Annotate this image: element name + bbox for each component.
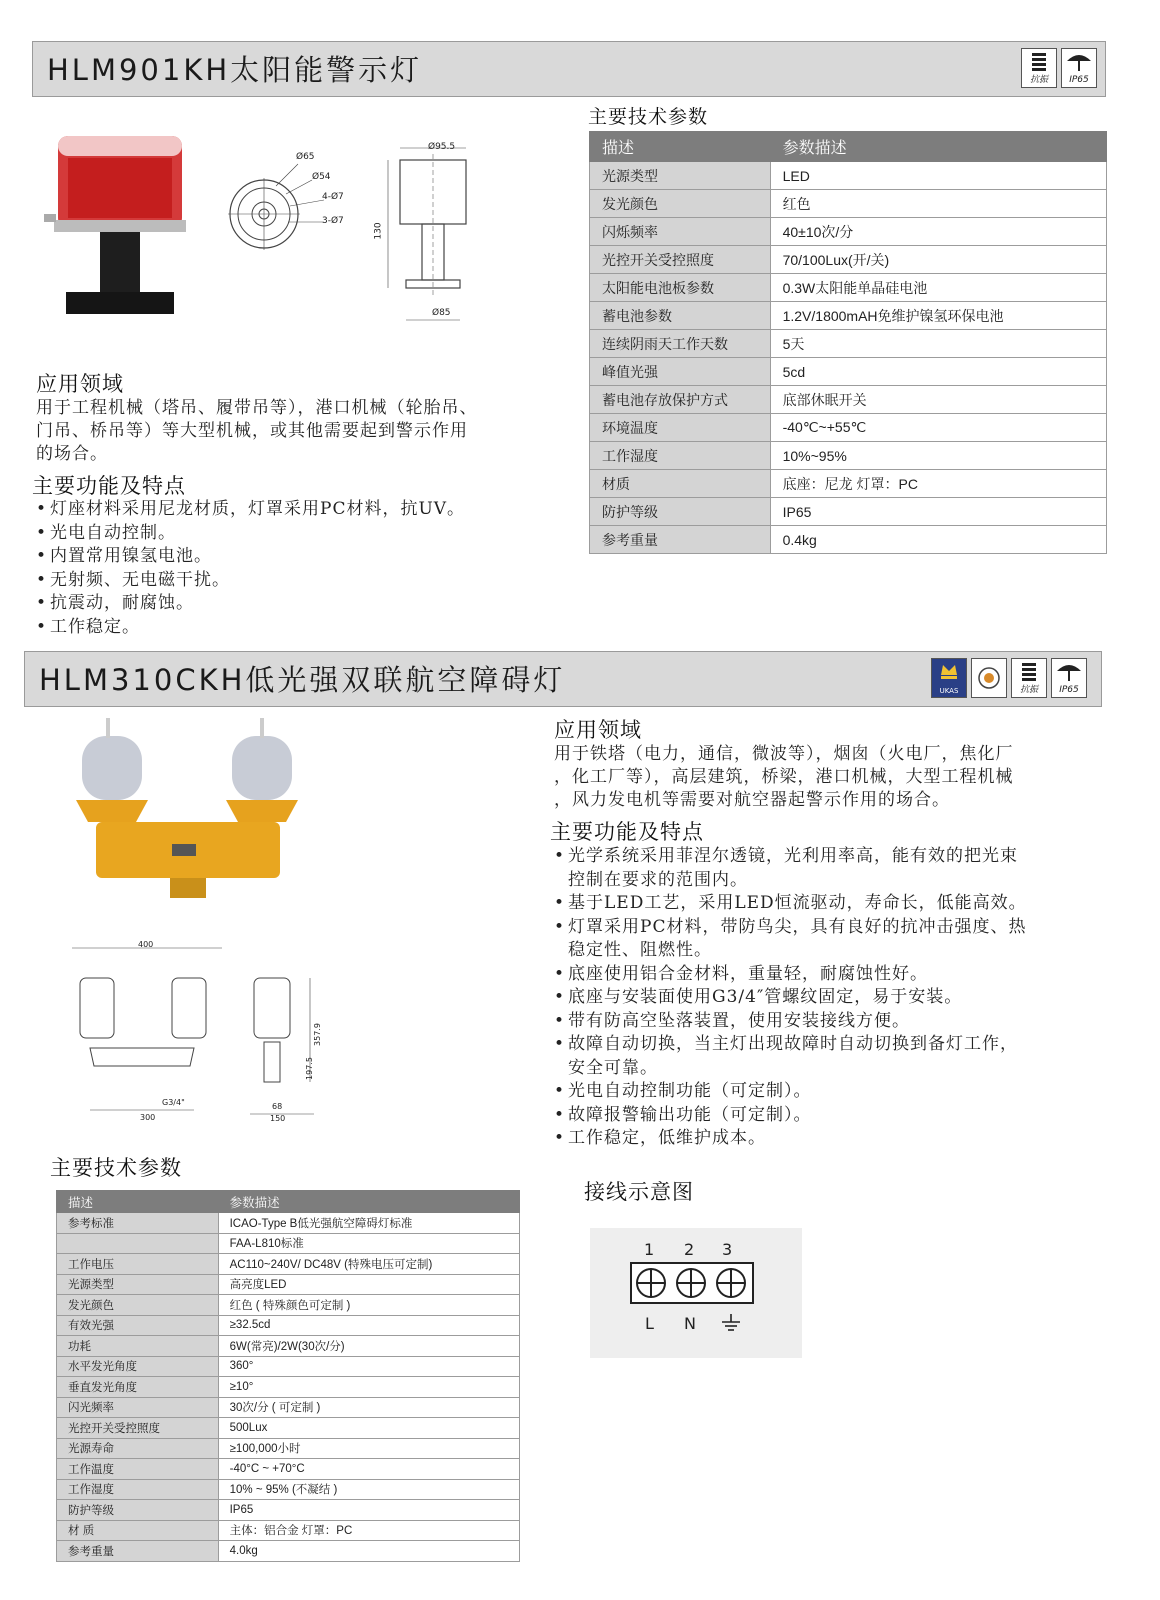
spec-key: 参考重量 xyxy=(590,526,771,554)
product2-feature-heading: 主要功能及特点 xyxy=(550,820,704,844)
spec-value: 30次/分 ( 可定制 ) xyxy=(218,1397,519,1418)
list-item: • 灯座材料采用尼龙材质，灯罩采用PC材料，抗UV。 xyxy=(34,498,465,522)
drawing-label-300: 300 xyxy=(140,1113,156,1122)
product1-spec-heading: 主要技术参数 xyxy=(588,106,709,128)
terminal-number: 3 xyxy=(722,1240,733,1259)
spec-key: 光控开关受控照度 xyxy=(590,246,771,274)
drawing-label-68: 68 xyxy=(272,1102,283,1111)
spec-value: 70/100Lux(开/关) xyxy=(770,246,1106,274)
table-header-row xyxy=(590,132,1107,162)
drawing-label-4d7: 4-Ø7 xyxy=(322,192,344,202)
table-row xyxy=(57,1356,520,1377)
wiring-diagram xyxy=(590,1228,802,1358)
spec-value: 10% ~ 95% (不凝结 ) xyxy=(218,1479,519,1500)
table-row xyxy=(57,1479,520,1500)
spec-key: 蓄电池参数 xyxy=(590,302,771,330)
list-item: • 底座使用铝合金材料，重量轻，耐腐蚀性好。 xyxy=(552,963,1027,987)
product2-feature-list xyxy=(552,845,1027,1151)
table-row xyxy=(590,470,1107,498)
terminal-number: 2 xyxy=(684,1240,695,1259)
drawing-label-150: 150 xyxy=(270,1114,286,1123)
drawing-label-d54: Ø54 xyxy=(312,172,331,182)
ground-icon xyxy=(720,1312,742,1334)
list-item: • 无射频、无电磁干扰。 xyxy=(34,569,465,593)
spec-value: 高亮度LED xyxy=(218,1274,519,1295)
terminal-label: N xyxy=(684,1314,696,1333)
product2-app-text xyxy=(554,743,1014,812)
table-header-row xyxy=(57,1191,520,1213)
table-row xyxy=(57,1233,520,1254)
drawing-label-thread: G3/4" xyxy=(162,1098,185,1107)
spec-key: 发光颜色 xyxy=(57,1295,219,1316)
spec-key: 工作电压 xyxy=(57,1254,219,1275)
text-line: ，化工厂等），高层建筑，桥梁，港口机械，大型工程机械 xyxy=(554,767,1014,787)
spec-key: 工作温度 xyxy=(57,1459,219,1480)
product1-app-heading: 应用领域 xyxy=(36,372,124,396)
product1-title-bar xyxy=(32,41,1106,97)
spec-value: 红色 xyxy=(770,190,1106,218)
spec-value: FAA-L810标准 xyxy=(218,1233,519,1254)
table-row xyxy=(590,274,1107,302)
spec-value: 6W(常亮)/2W(30次/分) xyxy=(218,1336,519,1357)
terminal-block-icon xyxy=(630,1262,754,1304)
spec-value: 1.2V/1800mAH免维护镍氢环保电池 xyxy=(770,302,1106,330)
drawing-label-3d7: 3-Ø7 xyxy=(322,216,344,226)
spec-key: 防护等级 xyxy=(590,498,771,526)
spec-key: 闪烁频率 xyxy=(590,218,771,246)
spec-value: ≥10° xyxy=(218,1377,519,1398)
umbrella-icon xyxy=(1061,48,1097,88)
spec-key: 闪光频率 xyxy=(57,1397,219,1418)
table-row xyxy=(57,1295,520,1316)
list-item: • 故障报警输出功能（可定制）。 xyxy=(552,1104,1027,1128)
product2-spec-table xyxy=(56,1190,520,1562)
table-row xyxy=(590,330,1107,358)
list-item: • 光电自动控制功能（可定制）。 xyxy=(552,1080,1027,1104)
spec-value: -40°C ~ +70°C xyxy=(218,1459,519,1480)
spec-value: 360° xyxy=(218,1356,519,1377)
list-item: • 光电自动控制。 xyxy=(34,522,465,546)
spec-value: 底部休眠开关 xyxy=(770,386,1106,414)
product1-title: HLM901KH太阳能警示灯 xyxy=(47,53,423,87)
product2-title: HLM310CKH低光强双联航空障碍灯 xyxy=(39,663,566,697)
badge-label: 抗振 xyxy=(1019,685,1038,695)
spec-key: 发光颜色 xyxy=(590,190,771,218)
spec-key: 环境温度 xyxy=(590,414,771,442)
text-line: 用于铁塔（电力，通信，微波等），烟囱（火电厂，焦化厂 xyxy=(554,744,1014,764)
spec-value: 0.3W太阳能单晶硅电池 xyxy=(770,274,1106,302)
spec-key: 参考标准 xyxy=(57,1213,219,1234)
list-item: • 工作稳定，低维护成本。 xyxy=(552,1127,1027,1151)
table-header-cell: 描述 xyxy=(590,132,771,162)
table-row xyxy=(590,386,1107,414)
table-header-cell: 参数描述 xyxy=(770,132,1106,162)
spec-value: ≥32.5cd xyxy=(218,1315,519,1336)
spec-key: 功耗 xyxy=(57,1336,219,1357)
text-line: ，风力发电机等需要对航空器起警示作用的场合。 xyxy=(554,790,950,810)
text-line: 用于工程机械（塔吊、履带吊等），港口机械（轮胎吊、 xyxy=(36,398,478,418)
table-row xyxy=(57,1520,520,1541)
vibration-resist-icon xyxy=(1011,658,1047,698)
spec-key: 光源类型 xyxy=(57,1274,219,1295)
umbrella-icon xyxy=(1051,658,1087,698)
spec-value: AC110~240V/ DC48V (特殊电压可定制) xyxy=(218,1254,519,1275)
list-item: • 底座与安装面使用G3/4″管螺纹固定，易于安装。 xyxy=(552,986,1027,1010)
product1-feature-heading: 主要功能及特点 xyxy=(32,474,186,498)
spec-value: 底座：尼龙 灯罩：PC xyxy=(770,470,1106,498)
product2-app-heading: 应用领域 xyxy=(554,718,642,742)
table-row xyxy=(590,302,1107,330)
drawing-label-d95: Ø95.5 xyxy=(428,142,456,152)
table-row xyxy=(590,442,1107,470)
table-row xyxy=(590,162,1107,190)
spec-key: 光源类型 xyxy=(590,162,771,190)
spec-key xyxy=(57,1233,219,1254)
table-row xyxy=(57,1254,520,1275)
badge-label: UKAS xyxy=(939,687,959,695)
table-header-cell: 参数描述 xyxy=(218,1191,519,1213)
spec-value: 5天 xyxy=(770,330,1106,358)
list-item: • 内置常用镍氢电池。 xyxy=(34,545,465,569)
table-row xyxy=(590,498,1107,526)
spec-key: 水平发光角度 xyxy=(57,1356,219,1377)
table-row xyxy=(57,1377,520,1398)
product2-title-bar xyxy=(24,651,1102,707)
spec-value: 0.4kg xyxy=(770,526,1106,554)
spec-value: 5cd xyxy=(770,358,1106,386)
table-row xyxy=(57,1315,520,1336)
spec-key: 垂直发光角度 xyxy=(57,1377,219,1398)
product1-top-view-drawing xyxy=(228,150,368,270)
product1-side-view-drawing xyxy=(370,140,490,340)
badge-label: IP65 xyxy=(1069,75,1089,85)
table-row xyxy=(57,1336,520,1357)
drawing-label-d85: Ø85 xyxy=(432,308,451,318)
list-item: • 光学系统采用菲涅尔透镜，光利用率高，能有效的把光束 控制在要求的范围内。 xyxy=(552,845,1027,892)
table-row xyxy=(590,218,1107,246)
spec-value: ≥100,000小时 xyxy=(218,1438,519,1459)
table-row xyxy=(57,1213,520,1234)
table-row xyxy=(57,1418,520,1439)
table-row xyxy=(590,246,1107,274)
product2-spec-heading: 主要技术参数 xyxy=(50,1156,182,1180)
spec-value: ICAO-Type B低光强航空障碍灯标准 xyxy=(218,1213,519,1234)
spec-value: 500Lux xyxy=(218,1418,519,1439)
spec-key: 工作湿度 xyxy=(590,442,771,470)
spec-value: 红色 ( 特殊颜色可定制 ) xyxy=(218,1295,519,1316)
spec-key: 太阳能电池板参数 xyxy=(590,274,771,302)
terminal-number: 1 xyxy=(644,1240,655,1259)
list-item: • 故障自动切换，当主灯出现故障时自动切换到备灯工作， 安全可靠。 xyxy=(552,1033,1027,1080)
table-row xyxy=(590,414,1107,442)
spec-key: 有效光强 xyxy=(57,1315,219,1336)
drawing-label-400: 400 xyxy=(138,940,154,949)
list-item: • 带有防高空坠落装置，使用安装接线方便。 xyxy=(552,1010,1027,1034)
spec-value: IP65 xyxy=(770,498,1106,526)
spec-value: 10%~95% xyxy=(770,442,1106,470)
spec-key: 光控开关受控照度 xyxy=(57,1418,219,1439)
product1-spec-table xyxy=(589,131,1107,554)
product1-photo xyxy=(38,128,198,328)
table-row xyxy=(590,526,1107,554)
table-header-cell: 描述 xyxy=(57,1191,219,1213)
drawing-label-h130: 130 xyxy=(373,222,384,240)
drawing-label-197: 197.5 xyxy=(304,1057,314,1080)
table-row xyxy=(57,1500,520,1521)
list-item: • 工作稳定。 xyxy=(34,616,465,640)
spec-key: 工作湿度 xyxy=(57,1479,219,1500)
spec-value: 4.0kg xyxy=(218,1541,519,1562)
product1-app-text xyxy=(36,397,478,466)
drawing-label-357: 357.9 xyxy=(312,1023,322,1046)
certification-seal-icon xyxy=(971,658,1007,698)
table-row xyxy=(57,1541,520,1562)
vibration-resist-icon xyxy=(1021,48,1057,88)
table-row xyxy=(57,1438,520,1459)
spec-key: 材质 xyxy=(590,470,771,498)
badge-label: 抗振 xyxy=(1029,75,1048,85)
spec-key: 参考重量 xyxy=(57,1541,219,1562)
list-item: • 灯罩采用PC材料，带防鸟尖，具有良好的抗冲击强度、热 稳定性、阻燃性。 xyxy=(552,916,1027,963)
spec-value: 40±10次/分 xyxy=(770,218,1106,246)
table-row xyxy=(57,1274,520,1295)
text-line: 的场合。 xyxy=(36,444,108,464)
text-line: 门吊、桥吊等）等大型机械，或其他需要起到警示作用 xyxy=(36,421,468,441)
spec-key: 峰值光强 xyxy=(590,358,771,386)
table-row xyxy=(590,358,1107,386)
list-item: • 抗震动，耐腐蚀。 xyxy=(34,592,465,616)
spec-key: 光源寿命 xyxy=(57,1438,219,1459)
spec-value: LED xyxy=(770,162,1106,190)
product2-photo xyxy=(66,712,326,932)
spec-key: 防护等级 xyxy=(57,1500,219,1521)
spec-value: 主体：铝合金 灯罩：PC xyxy=(218,1520,519,1541)
spec-key: 材 质 xyxy=(57,1520,219,1541)
table-row xyxy=(590,190,1107,218)
wiring-heading: 接线示意图 xyxy=(584,1180,694,1204)
product2-dimension-drawing xyxy=(66,938,336,1128)
drawing-label-d65: Ø65 xyxy=(296,152,315,162)
spec-key: 连续阴雨天工作天数 xyxy=(590,330,771,358)
badge-label: IP65 xyxy=(1059,685,1079,695)
spec-value: IP65 xyxy=(218,1500,519,1521)
table-row xyxy=(57,1397,520,1418)
table-row xyxy=(57,1459,520,1480)
list-item: • 基于LED工艺，采用LED恒流驱动，寿命长，低能高效。 xyxy=(552,892,1027,916)
terminal-label: L xyxy=(645,1314,654,1333)
ukas-crown-icon xyxy=(931,658,967,698)
spec-key: 蓄电池存放保护方式 xyxy=(590,386,771,414)
spec-value: -40℃~+55℃ xyxy=(770,414,1106,442)
product1-feature-list xyxy=(34,498,465,639)
